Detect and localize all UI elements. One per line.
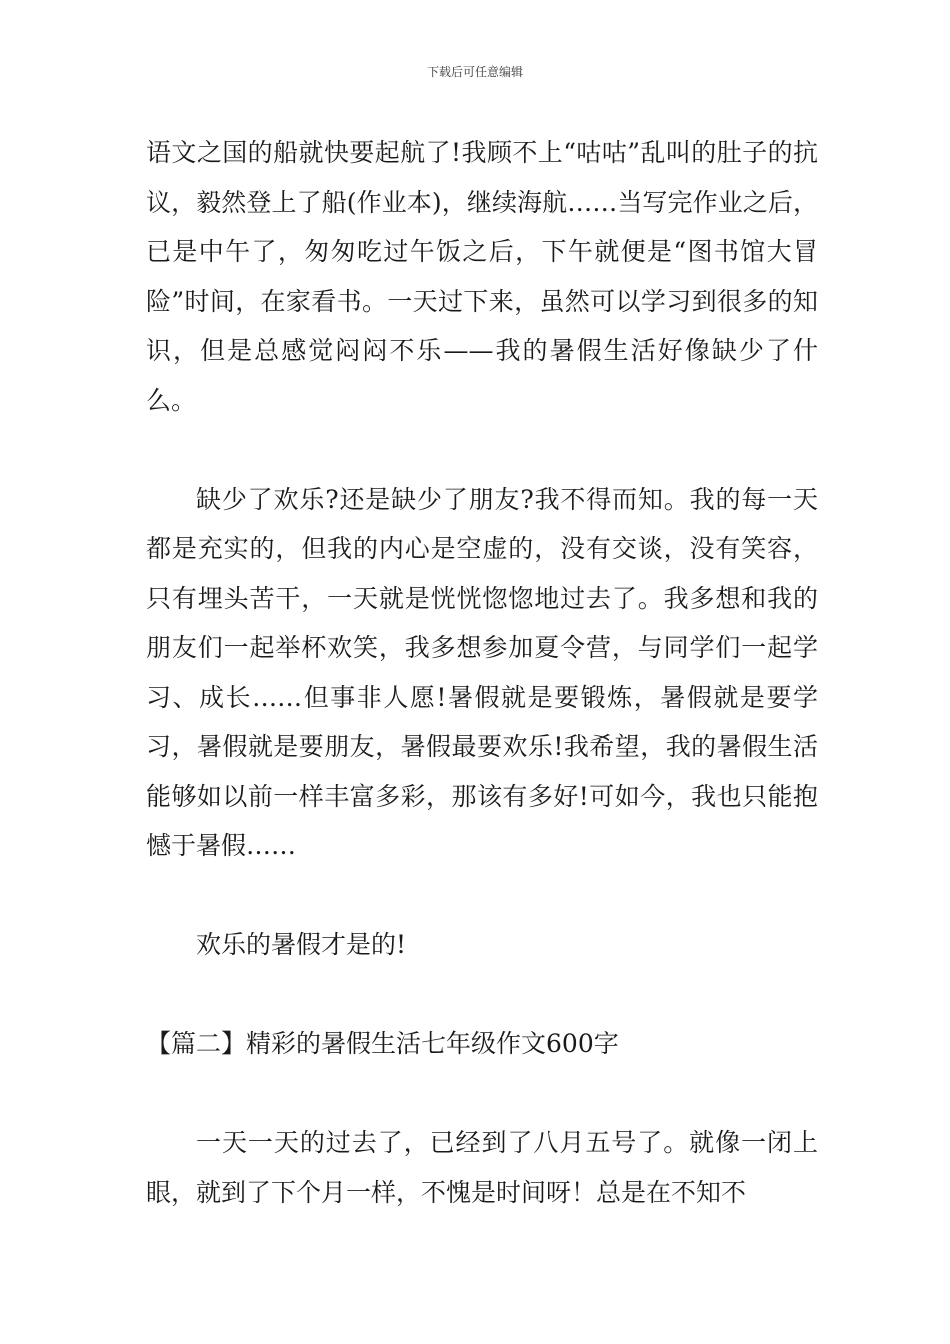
section-heading: 【篇二】精彩的暑假生活七年级作文600字: [146, 1029, 619, 1058]
paragraph-conclusion: 欢乐的暑假才是的!: [196, 930, 407, 959]
paragraph-spacer: [146, 425, 818, 475]
paragraph-continuation: 语文之国的船就快要起航了!我顾不上“咕咕”乱叫的肚子的抗 议，毅然登上了船(作业本)，继续海航……当写完作业之后，已是中午了，匆匆吃过午饭之后，下午就便是“图书馆大冒险”时间，在家看书。一天过下来，虽然可以学习到很多的知识，但是总感觉闷闷不乐——我的暑假生活好像缺少了什么。: [146, 138, 818, 415]
paragraph-spacer: [146, 970, 818, 1020]
page-header: 下载后可任意编辑: [426, 65, 523, 79]
paragraph-missing-joy: 缺少了欢乐?还是缺少了朋友?我不得而知。我的每一天都是充实的，但我的内心是空虚的，没有交谈，没有笑容，只有埋头苦干，一天就是恍恍惚惚地过去了。我多想和我的朋友们一起举杯欢笑，我多想参加夏令营，与同学们一起学习、成长……但事非人愿!暑假就是要锻炼，暑假就是要学习，暑假就是要朋友，暑假最要欢乐!我希望，我的暑假生活能够如以前一样丰富多彩，那该有多好!可如今，我也只能抱憾于暑假……: [146, 484, 818, 860]
paragraph-spacer: [146, 1069, 818, 1119]
paragraph-spacer: [146, 871, 818, 921]
paragraph-essay-two-start: 一天一天的过去了，已经到了八月五号了。就像一闭上眼，就到了下个月一样，不愧是时间呀！总是在不知不: [146, 1128, 818, 1207]
document-body: [146, 128, 818, 1217]
